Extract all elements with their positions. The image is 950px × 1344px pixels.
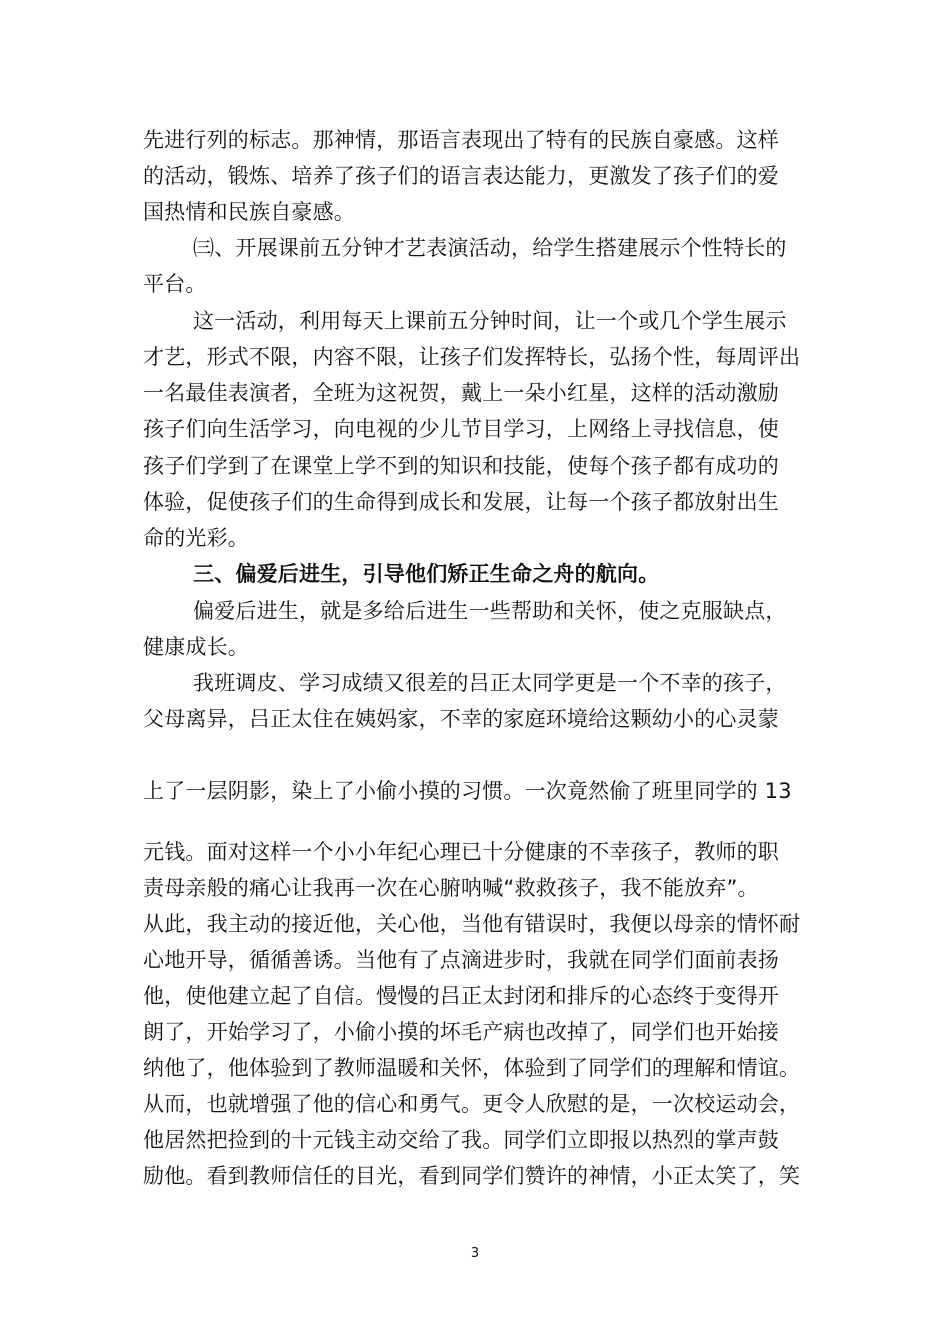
text-line: 纳他了，他体验到了教师温暖和关怀，体验到了同学们的理解和情谊。 [143,1056,801,1080]
text-line: 偏爱后进生，就是多给后进生一些帮助和关怀，使之克服缺点， [193,599,787,623]
text-line: 命的光彩。 [143,526,249,550]
text-line: 上了一层阴影，染上了小偷小摸的习惯。一次竟然偷了班里同学的 13 [143,779,792,803]
text-line: 先进行列的标志。那神情，那语言表现出了特有的民族自豪感。这样 [143,128,779,152]
text-line: 健康成长。 [143,635,249,659]
text-line: 责母亲般的痛心让我再一次在心腑呐喊“救救孩子，我不能放弃”。 [143,876,759,900]
text-line: 朗了，开始学习了，小偷小摸的坏毛产病也改掉了，同学们也开始接 [143,1020,779,1044]
text-line: 体验，促使孩子们的生命得到成长和发展，让每一个孩子都放射出生 [143,490,779,514]
subheading-line: 平台。 [143,272,207,296]
text-line: 这一活动，利用每天上课前五分钟时间，让一个或几个学生展示 [193,309,787,333]
text-line: 他，使他建立起了自信。慢慢的吕正太封闭和排斥的心态终于变得开 [143,984,779,1008]
text-line: 元钱。面对这样一个小小年纪心理已十分健康的不幸孩子，教师的职 [143,840,779,864]
text-line: 他居然把捡到的十元钱主动交给了我。同学们立即报以热烈的掌声鼓 [143,1128,779,1152]
text-line: 父母离异，吕正太住在姨妈家，不幸的家庭环境给这颗幼小的心灵蒙 [143,707,779,731]
text-line: 的活动，锻炼、培养了孩子们的语言表达能力，更激发了孩子们的爱 [143,164,779,188]
text-line: 才艺，形式不限，内容不限，让孩子们发挥特长，弘扬个性，每周评出 [143,345,801,369]
page-number: 3 [470,1246,480,1261]
text-line: 孩子们学到了在课堂上学不到的知识和技能，使每个孩子都有成功的 [143,454,779,478]
text-line: 心地开导，循循善诱。当他有了点滴进步时，我就在同学们面前表扬 [143,948,779,972]
text-line: 孩子们向生活学习，向电视的少儿节目学习，上网络上寻找信息，使 [143,417,779,441]
text-line: 一名最佳表演者，全班为这祝贺，戴上一朵小红星，这样的活动激励 [143,381,779,405]
subheading-line: ㈢、开展课前五分钟才艺表演活动，给学生搭建展示个性特长的 [193,236,787,260]
text-line: 从此，我主动的接近他，关心他，当他有错误时，我便以母亲的情怀耐 [143,912,801,936]
section-heading: 三、偏爱后进生，引导他们矫正生命之舟的航向。 [193,562,660,586]
text-line: 国热情和民族自豪感。 [143,200,355,224]
text-line: 从而，也就增强了他的信心和勇气。更令人欣慰的是，一次校运动会， [143,1092,801,1116]
text-line: 我班调皮、学习成绩又很差的吕正太同学更是一个不幸的孩子， [193,671,787,695]
text-line: 励他。看到教师信任的目光，看到同学们赞许的神情，小正太笑了，笑 [143,1164,801,1188]
